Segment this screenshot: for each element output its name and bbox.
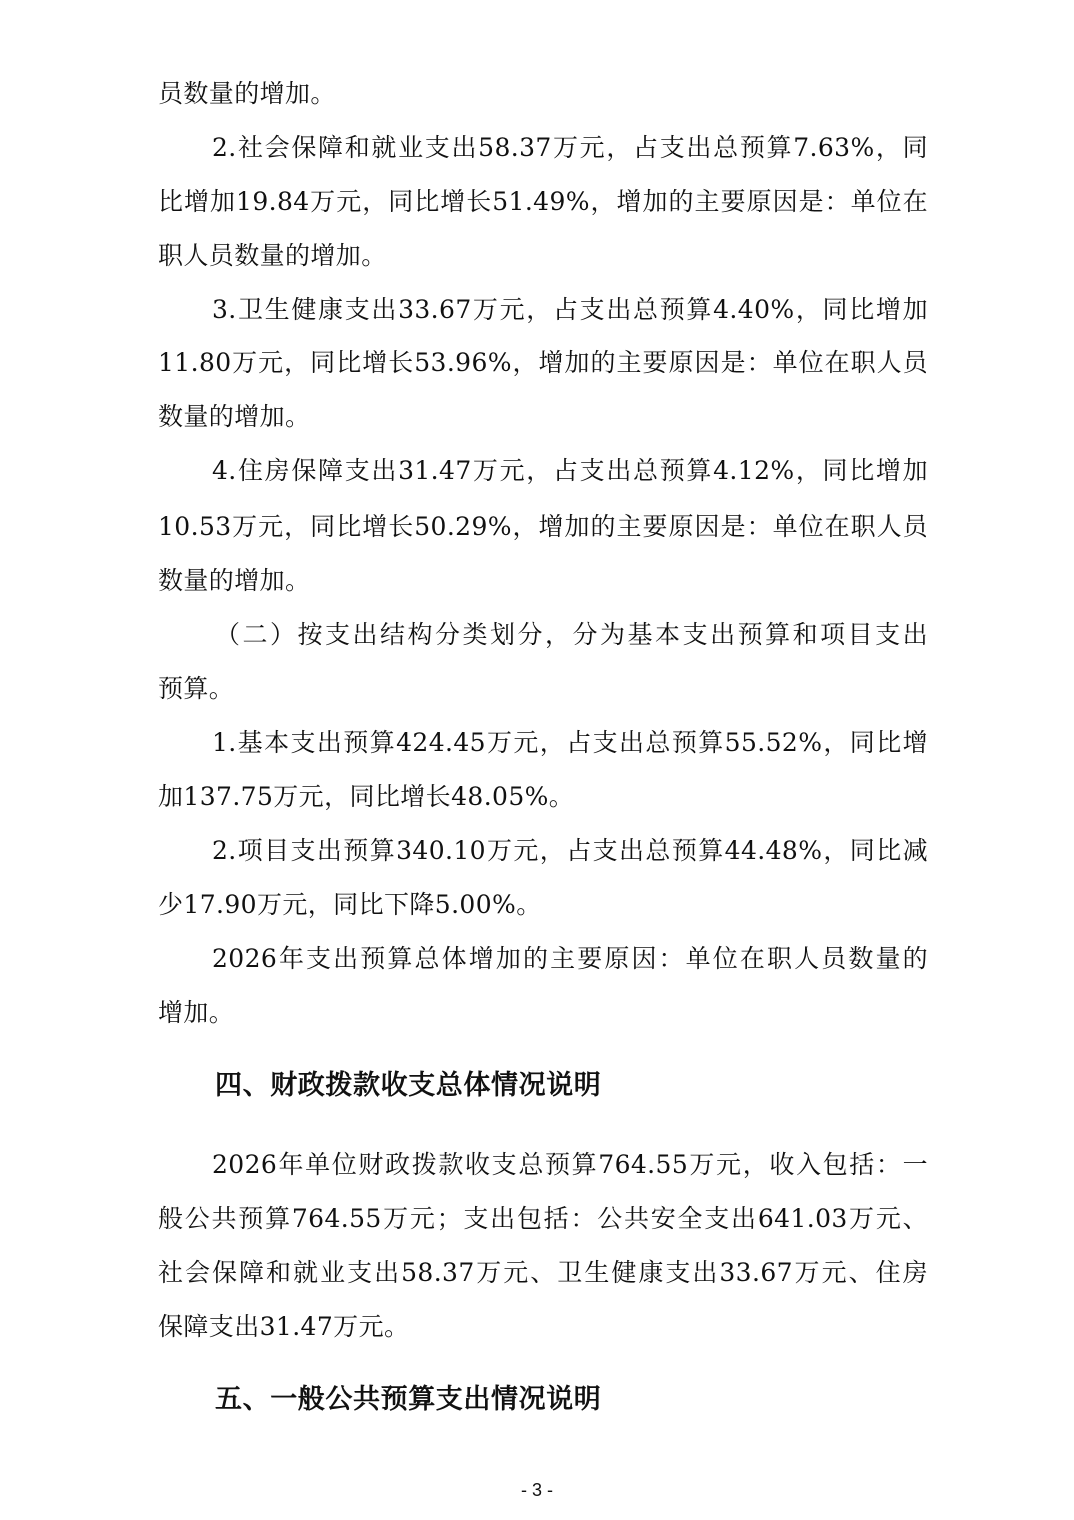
body-line: 3.卫生健康支出33.67万元，占支出总预算4.40%，同比增加: [212, 295, 928, 324]
section-heading: 四、财政拨款收支总体情况说明: [215, 1070, 602, 1101]
body-line: 2026年支出预算总体增加的主要原因：单位在职人员数量的: [212, 944, 928, 973]
body-line: 4.住房保障支出31.47万元，占支出总预算4.12%，同比增加: [212, 456, 928, 485]
body-line: 少17.90万元，同比下降5.00%。: [158, 890, 542, 919]
body-line: 2.社会保障和就业支出58.37万元，占支出总预算7.63%，同: [212, 133, 928, 162]
body-line: （二）按支出结构分类划分，分为基本支出预算和项目支出: [215, 620, 928, 649]
body-line: 加137.75万元，同比增长48.05%。: [158, 782, 575, 811]
body-line: 般公共预算764.55万元；支出包括：公共安全支出641.03万元、: [158, 1204, 928, 1233]
section-heading: 五、一般公共预算支出情况说明: [215, 1384, 602, 1415]
body-line: 1.基本支出预算424.45万元，占支出总预算55.52%，同比增: [212, 728, 928, 757]
body-line: 员数量的增加。: [158, 79, 336, 108]
body-line: 2.项目支出预算340.10万元，占支出总预算44.48%，同比减: [212, 836, 928, 865]
body-line: 2026年单位财政拨款收支总预算764.55万元，收入包括：一: [212, 1150, 928, 1179]
body-line: 11.80万元，同比增长53.96%，增加的主要原因是：单位在职人员: [158, 348, 928, 377]
body-line: 社会保障和就业支出58.37万元、卫生健康支出33.67万元、住房: [158, 1258, 928, 1287]
body-line: 预算。: [158, 674, 235, 703]
body-line: 数量的增加。: [158, 566, 311, 595]
body-line: 10.53万元，同比增长50.29%，增加的主要原因是：单位在职人员: [158, 512, 928, 541]
body-line: 比增加19.84万元，同比增长51.49%，增加的主要原因是：单位在: [158, 187, 928, 216]
body-line: 保障支出31.47万元。: [158, 1312, 410, 1341]
body-line: 职人员数量的增加。: [158, 241, 387, 270]
page-number: - 3 -: [520, 1480, 553, 1500]
body-line: 增加。: [158, 998, 235, 1027]
body-line: 数量的增加。: [158, 402, 311, 431]
